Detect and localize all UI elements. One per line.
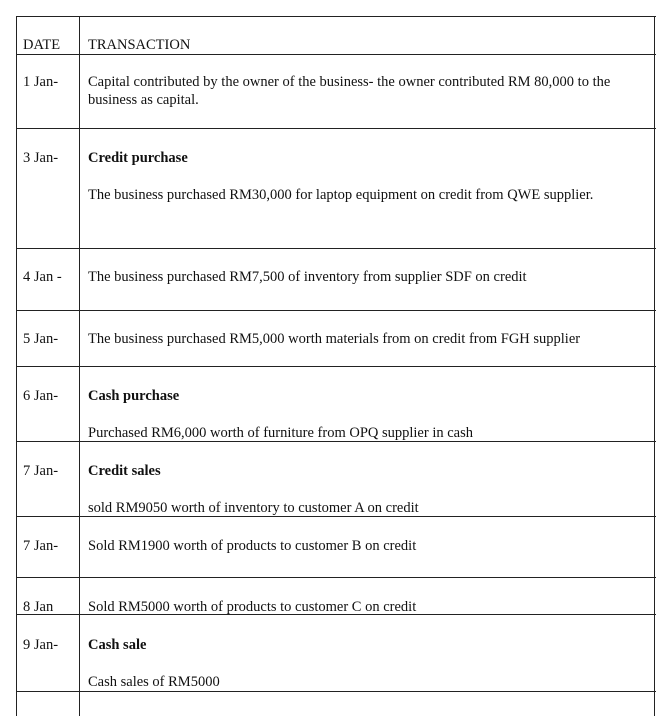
row-date: 4 Jan -	[23, 269, 62, 285]
row-date: 9 Jan-	[23, 637, 59, 653]
row-content	[88, 462, 648, 517]
row-heading: Credit sales	[88, 463, 161, 479]
row-date: 7 Jan-	[23, 463, 59, 479]
row-text: Purchased RM6,000 worth of furniture from OPQ supplier in cash	[88, 425, 473, 441]
row-text: The business purchased RM7,500 of inventory from supplier SDF on credit	[88, 269, 527, 285]
row-text: Sold RM1900 worth of products to customer B on credit	[88, 538, 417, 554]
row-date: 7 Jan-	[23, 538, 59, 554]
row-date: 1 Jan-	[23, 74, 59, 90]
row-divider	[16, 128, 656, 129]
row-text: Capital contributed by the owner of the business- the owner contributed RM 80,000 to the business as capital.	[88, 74, 611, 108]
row-text: Sold RM5000 worth of products to customer C on credit	[88, 599, 417, 615]
row-divider	[16, 366, 656, 367]
row-divider	[16, 577, 656, 578]
row-divider	[16, 248, 656, 249]
transaction-column-header: TRANSACTION	[88, 37, 191, 53]
row-text: The business purchased RM5,000 worth materials from on credit from FGH supplier	[88, 331, 581, 347]
row-divider	[16, 691, 656, 692]
row-divider	[16, 54, 656, 55]
row-heading: Cash purchase	[88, 388, 180, 404]
table-border-top	[16, 16, 656, 17]
row-text: sold RM9050 worth of inventory to customer A on credit	[88, 500, 419, 516]
row-date: 8 Jan	[23, 599, 54, 615]
row-heading: Cash sale	[88, 637, 147, 653]
transactions-table	[16, 16, 656, 716]
date-column-header: DATE	[23, 37, 61, 53]
row-content	[88, 387, 648, 442]
row-text: Cash sales of RM5000	[88, 674, 220, 690]
row-content	[88, 636, 648, 691]
row-text: The business purchased RM30,000 for laptop equipment on credit from QWE supplier.	[88, 187, 594, 203]
row-date: 6 Jan-	[23, 388, 59, 404]
row-date: 3 Jan-	[23, 150, 59, 166]
row-heading: Credit purchase	[88, 150, 188, 166]
row-content	[88, 149, 648, 204]
row-date: 5 Jan-	[23, 331, 59, 347]
row-divider	[16, 310, 656, 311]
